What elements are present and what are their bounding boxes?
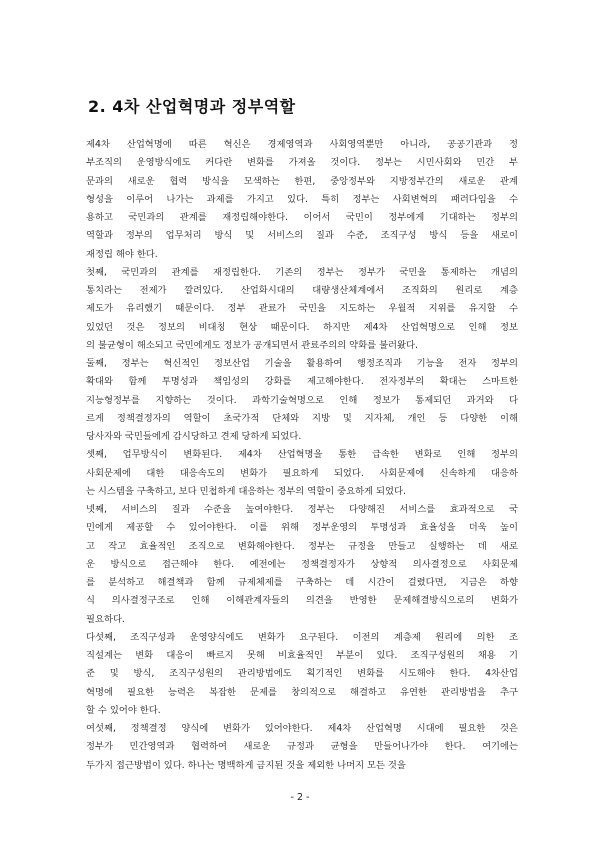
paragraph-line: 지능형정부를 지향하는 것이다. 과학기술혁명으로 인해 정보가 통제되던 과거와 다 [86,394,518,406]
paragraph-line: 의 불균형이 해소되고 국민에게도 정보가 공개되면서 관료주의의 약화를 불러왔다. [86,339,418,351]
paragraph-line: 당사자와 국민들에게 감시당하고 견제 당하게 되었다. [86,431,302,442]
paragraph [86,136,518,264]
paragraph-line: 식 의사결정구조로 인해 이해관계자들의 의견을 반영한 문제해결방식으로의 변화가 [86,595,518,607]
section-title: 2. 4차 산업혁명과 정부역할 [88,97,296,116]
paragraph-line: 둘째, 정부는 혁신적인 정보산업 기술을 활용하여 행정조직과 기능을 전자 정부의 [86,358,518,369]
paragraph-line: 있었던 것은 정보의 비대칭 현상 때문이다. 하지만 제4차 산업혁명으로 인해 정보 [86,321,518,333]
paragraph-line: 재정립 해야 한다. [86,248,158,260]
body-text [86,136,518,775]
paragraph-line: 준 및 방식, 조직구성원의 관리방법에도 획기적인 변화를 시도해야 한다. 4차산업 [86,668,518,680]
paragraph-line: 를 분석하고 해결책과 함께 규제체제를 구축하는 데 시간이 걸렸다면, 지금은 하향 [86,577,518,588]
paragraph-line: 첫째, 국민과의 관계를 재정립한다. 기존의 정부는 정부가 국민을 통제하는 개념의 [86,266,518,278]
page-number: - 2 - [290,792,310,803]
paragraph-line: 넷째, 서비스의 질과 수준을 높여야한다. 정부는 다양해진 서비스를 효과적으로 국 [86,504,518,515]
paragraph-line: 민에게 제공할 수 있어야한다. 이를 위해 정부운영의 투명성과 효율성을 더욱 높이 [86,522,518,534]
paragraph-line: 여섯째, 정책결정 양식에 변화가 있어야한다. 제4차 산업혁명 시대에 필요한 것은 [86,723,518,734]
paragraph [86,446,518,501]
paragraph-line: 혁명에 필요한 능력은 복잡한 문제를 창의적으로 해결하고 유연한 관리방법을 추구 [86,686,518,698]
paragraph-line: 정부가 민간영역과 협력하여 새로운 규정과 균형을 만들어나가야 한다. 여기에는 [86,741,518,753]
paragraph-line: 확대와 함께 투명성과 책임성의 강화를 제고해야한다. 전자정부의 확대는 스마트한 [86,376,518,388]
paragraph-line: 할 수 있어야 한다. [86,704,161,716]
paragraph [86,264,518,355]
paragraph [86,720,518,775]
paragraph-line: 역할과 정부의 업무처리 방식 및 서비스의 질과 수준, 조직구성 방식 등을 새로이 [86,230,518,242]
paragraph-line: 용하고 국민과의 관계를 재정립해야한다. 이어서 국민이 정부에게 기대하는 정부의 [86,212,518,223]
paragraph-line: 사회문제에 대한 대응속도의 변화가 필요하게 되었다. 사회문제에 신속하게 대응하 [86,467,518,479]
paragraph-line: 통치라는 전제가 깔려있다. 산업화시대의 대량생산체계에서 조직화의 원리로 계층 [86,285,518,296]
paragraph [86,355,518,446]
paragraph-line: 문과의 새로운 협력 방식을 모색하는 한편, 중앙정부와 지방정부간의 새로운 관계 [86,175,518,187]
paragraph-line: 직설계는 변화 대응이 빠르지 못해 비효율적인 부분이 있다. 조직구성원의 채용 기 [86,650,518,661]
paragraph [86,501,518,629]
paragraph-line: 운 방식으로 접근해야 한다. 예전에는 정책결정자가 상향적 의사결정으로 사회문제 [86,558,518,570]
paragraph-line: 형성을 이루어 나가는 과제를 가지고 있다. 특히 정부는 사회변혁의 패러다임을 수 [86,193,518,205]
paragraph-line: 셋째, 업무방식이 변화된다. 제4차 산업혁명을 통한 급속한 변화로 인해 정부의 [86,449,518,461]
paragraph-line: 는 시스템을 구축하고, 보다 민첩하게 대응하는 정부의 역할이 중요하게 되었다. [86,485,406,497]
paragraph-line: 고 작고 효율적인 조직으로 변화해야한다. 정부는 규정을 만들고 실행하는 데 새로 [86,540,518,552]
paragraph-line: 제4차 산업혁명에 따른 혁신은 경제영역과 사회영역뿐만 아니라, 공공기관과 정 [86,139,518,150]
paragraph-line: 필요하다. [86,613,125,625]
paragraph-line: 두가지 접근방법이 있다. 하나는 명백하게 금지된 것을 제외한 나머지 모든 것을 [86,759,406,771]
paragraph [86,629,518,720]
paragraph-line: 부조직의 운영방식에도 커다란 변화를 가져올 것이다. 정부는 시민사회와 민간 부 [86,157,518,169]
paragraph-line: 르게 정책결정자의 역할이 초국가적 단체와 지방 및 지자체, 개인 등 다양한 이해 [86,412,518,424]
paragraph-line: 다섯째, 조직구성과 운영양식에도 변화가 요구된다. 이전의 계층제 원리에 의한 조 [86,631,518,643]
paragraph-line: 제도가 유리했기 때문이다. 정부 관료가 국민을 지도하는 우월적 지위를 유지할 수 [86,303,518,315]
